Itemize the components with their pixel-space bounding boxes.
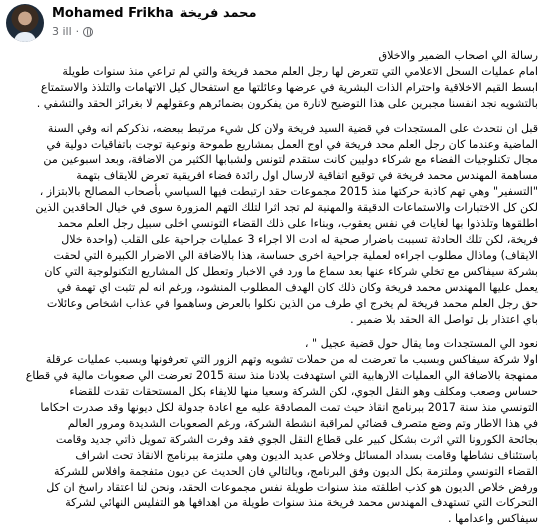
text-line: فريخة، لكن تلك الحادثة تسببت باضرار صحية له ادت الا اجراء 3 عمليات جراحية على القلب (واحدة خلال bbox=[61, 232, 538, 246]
text-line: اطلقوها وتلذذوا بها لغايات في نفس يعقوب، وبناءا على ذلك القضاء التونسي اخلى سبيل رجل العلم محمد bbox=[57, 217, 538, 231]
paragraph-intro bbox=[6, 48, 538, 112]
text-line: قبل ان نتحدث على المستجدات في قضية السيد فريخة ولان كل شيء مرتبط ببعضه، نذكركم انه وفي السنة bbox=[47, 121, 538, 135]
post-timestamp[interactable]: 3 ill bbox=[52, 25, 72, 38]
text-line: بجائحة الكورونا التي اثرت بشكل كبير على قطاع النقل الجوي فقد وفرت الشركة تمويل ذاتي جديد وقامت bbox=[55, 432, 538, 446]
text-line: يعمل عليها المهندس محمد فريخة وكان ذلك كان الهدف المطلوب المنشود، ورغم انه لم تثبت اي تهمة في bbox=[56, 280, 538, 294]
text-line: باستئناف نشاطها وقامت بسداد المسائل وخلاص عديد الديون وهي ملتزمة ببرنامج الانقاذ تحت اشراف bbox=[75, 448, 538, 462]
text-line: حق رجل العلم محمد فريخة لم يخرج اي طرف من الذين نكلوا بالعرض وساهموا في عذاب اشخاص وعائلات bbox=[46, 296, 538, 310]
text-line: مساهمة المهندس محمد فريخة في توقيع اتفاقية لارسال اول رائدة فضاء افريقية تعرض للايقاف بتهمة bbox=[76, 169, 538, 183]
text-line: الماضية وعندما كان رجل العلم محد فريخة في اوج العمل بمشاريع طموحة ونوعية توجت باتفاقيات دولية في bbox=[46, 137, 538, 151]
author-name-line bbox=[52, 6, 257, 21]
post-text bbox=[6, 48, 538, 527]
post-header bbox=[0, 4, 546, 46]
text-line: في هذا الاطار وتم وضع متصرف قضائي لمراقبة انشطة الشركة، ورغم الصعوبات الشديدة ومرور العالم bbox=[67, 416, 538, 430]
text-line: بشركة سيفاكس مع تخلي شركاء عنها بعد سماع ما ورد في الاخبار وتعطل كل المشاريع التكنولوجية التي كان bbox=[44, 264, 538, 278]
text-line: ابسط القيم الاخلاقية واحترام الذات البشرية في عرضها وعائلتها مع استفحال كيل الاتهامات والتلذذ والاستمتاع bbox=[40, 80, 538, 94]
author-avatar[interactable] bbox=[6, 4, 44, 42]
author-name-arabic[interactable]: محمد فريخة bbox=[179, 6, 257, 21]
author-name-latin[interactable]: Mohamed Frikha bbox=[52, 6, 174, 21]
text-line: حساس وصعب ومكلف وهو النقل الجوي، لكن الشركة وسعيا منها للايفاء بكل المستحقات تقدت للقضاء bbox=[69, 385, 538, 399]
post-meta bbox=[52, 25, 93, 38]
paragraph-gap bbox=[6, 327, 538, 336]
text-line: امام عمليات السحل الاعلامي التي تتعرض لها رجل العلم محمد فريخة والتي لم تراعي منذ سنوات طويلة bbox=[62, 64, 538, 78]
text-line: التحركات التي تستهدف المهندس محمد فريخة منذ سنوات طويلة من اهدافها هو التفليس النهائي لشركة bbox=[65, 496, 538, 510]
text-line: ورفض خلاص الديون هو كذب اطلقته منذ سنوات طويلة نفس مجموعات الحقد، ونحن لنا اعتقاد راسخ ان كل bbox=[46, 480, 538, 494]
paragraph-updates bbox=[6, 336, 538, 527]
text-line: الايقاف) وماذال مطلوب اجراءه لعملية جراحية اخرى حساسة، هذا بالاضافة الي الاضرار الكبيرة التي لحقت bbox=[53, 248, 538, 262]
text-line: اولا شركة سيفاكس وبسبب ما تعرضت له من حملات تشويه وتهم الزور التي تعرفونها وبسبب عمليات عرقلة bbox=[45, 353, 538, 367]
globe-icon[interactable] bbox=[83, 27, 93, 37]
text-line: "التسفير" وهي تهم كاذبة حركتها منذ 2015 مجموعات حقد ارتبطت فيها السياسي بأصحاب المصالح بالابتزاز ، bbox=[39, 185, 538, 199]
text-line: لكن كل الاختبارات والاستماعات الدقيقة والمهنية لم تجد اثرا لتلك التهم المزورة سوى في خيال الحاقدين الذين bbox=[35, 201, 538, 215]
paragraph-gap bbox=[6, 112, 538, 121]
paragraph-background bbox=[6, 121, 538, 328]
text-line: مجال تكنلوجيات الفضاء مع شركاء دوليين كانت ستقدم لتونس ولشبابها الكثير من الاضافة، وبعد اسبوعين من bbox=[43, 153, 538, 167]
text-line: ممنهجة بالاضافة الي العمليات الارهابية التي استهدفت بلادنا منذ سنة 2015 تعرضت الي صعوبات مالية في قطاع bbox=[25, 369, 538, 383]
meta-separator: · bbox=[75, 25, 80, 38]
text-line: التونسي منذ سنة 2017 ببرنامج انقاذ حيث تمت المصادقة عليه مع اعادة جدولة لكل ديونها وقد صدرت احكاما bbox=[40, 401, 538, 415]
text-line: باي اعتذار بل تواصل الة الحقد بلا ضمير . bbox=[350, 312, 538, 326]
text-line: بالتشويه نجد انفسنا مجبرين على هذا التوضيح لانارة من يفكرون بضمائرهم وعقولهم لا بغرائز الحقد والتشفي . bbox=[36, 96, 538, 110]
avatar-shirt bbox=[14, 32, 36, 42]
text-line: رسالة الي اصحاب الضمير والاخلاق bbox=[378, 49, 538, 62]
text-line: سيفاكس واعدامها . bbox=[447, 512, 538, 526]
text-line: القضاء التونسي وملتزمة بكل الديون وفق البرنامج، وبالتالي فان الحديث عن ديون متفجمة وافلاس للشركة bbox=[53, 464, 538, 478]
text-line: نعود الي المستجدات وما يقال حول قضية عجيل " ، bbox=[304, 337, 538, 351]
